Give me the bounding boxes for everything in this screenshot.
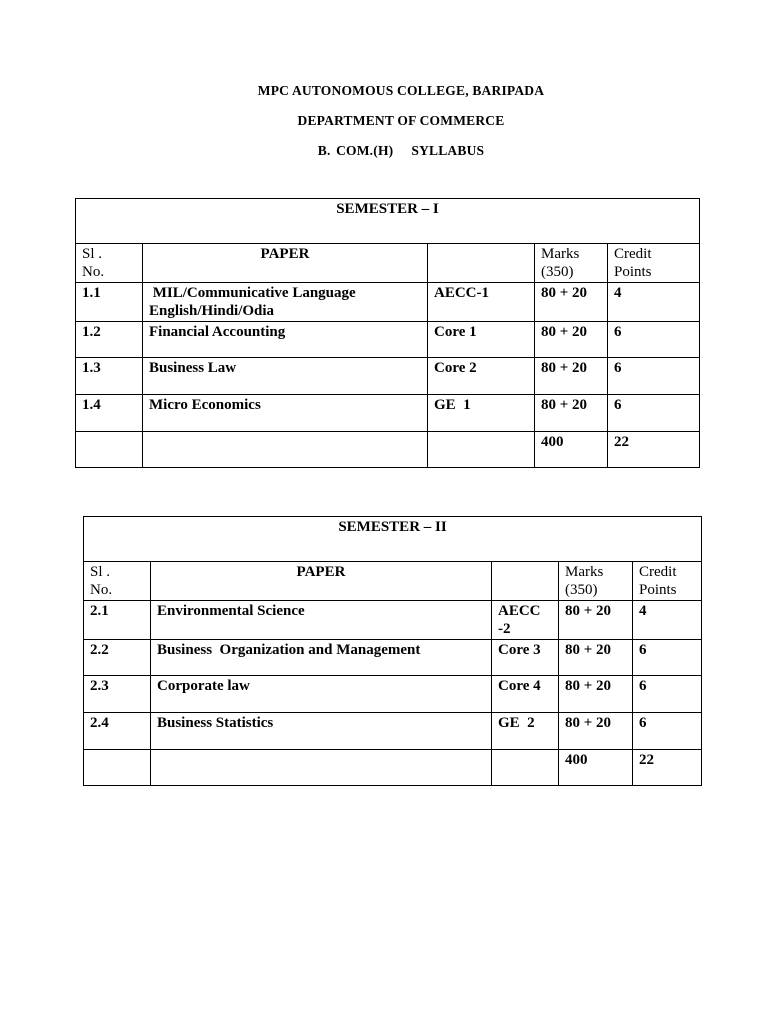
cell-paper: Financial Accounting — [143, 322, 428, 358]
cell-sl: 2.3 — [84, 676, 151, 713]
cell-marks: 80 + 20 — [535, 358, 608, 395]
cell-paper: Business Law — [143, 358, 428, 395]
cell-sl: 1.2 — [76, 322, 143, 358]
col-header-marks: Marks (350) — [535, 244, 608, 283]
table-header-row — [84, 562, 702, 601]
cell-paper: MIL/Communicative Language English/Hindi/Odia — [143, 283, 428, 322]
cell-type: GE 2 — [492, 713, 559, 750]
cell-type: Core 3 — [492, 640, 559, 676]
cell-type: AECC-1 — [428, 283, 535, 322]
total-marks: 400 — [535, 432, 608, 468]
cell-credit: 6 — [608, 395, 700, 432]
cell-credit: 6 — [608, 322, 700, 358]
cell-marks: 80 + 20 — [559, 676, 633, 713]
cell-marks: 80 + 20 — [535, 322, 608, 358]
cell-paper: Business Statistics — [151, 713, 492, 750]
col-header-sl: Sl . No. — [76, 244, 143, 283]
cell-sl: 2.2 — [84, 640, 151, 676]
cell-paper: Micro Economics — [143, 395, 428, 432]
cell-paper: Environmental Science — [151, 601, 492, 640]
cell-credit: 6 — [633, 640, 702, 676]
cell-sl: 1.3 — [76, 358, 143, 395]
course-title — [17, 143, 768, 159]
cell-marks: 80 + 20 — [559, 640, 633, 676]
table-row — [84, 640, 702, 676]
table-row — [76, 395, 700, 432]
cell-credit: 4 — [633, 601, 702, 640]
col-header-sl: Sl . No. — [84, 562, 151, 601]
total-credit: 22 — [608, 432, 700, 468]
cell-type: GE 1 — [428, 395, 535, 432]
semester-title: SEMESTER – I — [76, 199, 700, 244]
cell-empty — [428, 432, 535, 468]
cell-sl: 1.1 — [76, 283, 143, 322]
cell-empty — [76, 432, 143, 468]
cell-credit: 4 — [608, 283, 700, 322]
col-header-credit: Credit Points — [633, 562, 702, 601]
col-header-credit: Credit Points — [608, 244, 700, 283]
total-marks: 400 — [559, 750, 633, 786]
table-row — [84, 676, 702, 713]
cell-sl: 2.1 — [84, 601, 151, 640]
cell-marks: 80 + 20 — [535, 395, 608, 432]
total-row — [76, 432, 700, 468]
semester-title: SEMESTER – II — [84, 517, 702, 562]
cell-type: AECC -2 — [492, 601, 559, 640]
col-header-type — [428, 244, 535, 283]
cell-sl: 2.4 — [84, 713, 151, 750]
cell-sl: 1.4 — [76, 395, 143, 432]
cell-type: Core 4 — [492, 676, 559, 713]
cell-marks: 80 + 20 — [559, 713, 633, 750]
cell-paper: Corporate law — [151, 676, 492, 713]
table-row — [76, 322, 700, 358]
total-row — [84, 750, 702, 786]
table-row — [76, 358, 700, 395]
table-row — [76, 283, 700, 322]
semester-title-row — [76, 199, 700, 244]
cell-marks: 80 + 20 — [535, 283, 608, 322]
cell-type: Core 1 — [428, 322, 535, 358]
semester-2-table — [83, 516, 702, 786]
syllabus-label: SYLLABUS — [411, 143, 485, 158]
cell-credit: 6 — [608, 358, 700, 395]
semester-title-row — [84, 517, 702, 562]
college-name: MPC AUTONOMOUS COLLEGE, BARIPADA — [257, 83, 545, 98]
table-row — [84, 713, 702, 750]
col-header-paper: PAPER — [151, 562, 492, 601]
cell-credit: 6 — [633, 676, 702, 713]
total-credit: 22 — [633, 750, 702, 786]
cell-empty — [143, 432, 428, 468]
table-row — [84, 601, 702, 640]
semester-1-table — [75, 198, 700, 468]
cell-empty — [84, 750, 151, 786]
cell-empty — [151, 750, 492, 786]
cell-type: Core 2 — [428, 358, 535, 395]
col-header-marks: Marks (350) — [559, 562, 633, 601]
cell-paper: Business Organization and Management — [151, 640, 492, 676]
col-header-paper: PAPER — [143, 244, 428, 283]
cell-credit: 6 — [633, 713, 702, 750]
course-name: B. COM.(H) — [317, 143, 394, 158]
cell-marks: 80 + 20 — [559, 601, 633, 640]
table-header-row — [76, 244, 700, 283]
department-name: DEPARTMENT OF COMMERCE — [297, 113, 505, 128]
cell-empty — [492, 750, 559, 786]
col-header-type — [492, 562, 559, 601]
